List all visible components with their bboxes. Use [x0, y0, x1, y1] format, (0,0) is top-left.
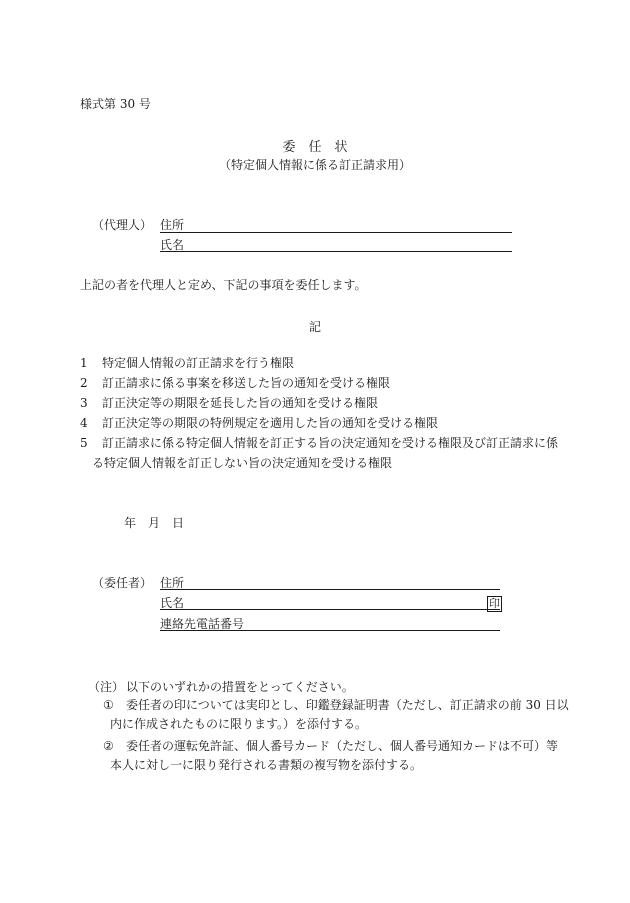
document-subtitle: （特定個人情報に係る訂正請求用）	[218, 158, 411, 172]
note-text: 委任者の印については実印とし、印鑑登録証明書（ただし、訂正請求の前 30 日以	[126, 698, 569, 712]
note-text: 委任者の運転免許証、個人番号カード（ただし、個人番号通知カードは不可）等	[126, 739, 559, 753]
note-mark: ①	[103, 698, 114, 712]
document-title: 委 任 状	[282, 140, 348, 155]
principal-phone-label: 連絡先電話番号	[160, 617, 245, 631]
agent-name-label: 氏名	[160, 238, 185, 252]
agent-address-label: 住所	[160, 218, 185, 232]
agent-label: （代理人）	[92, 218, 153, 232]
note-text-continuation: 内に作成されたものに限ります。）を添付する。	[110, 717, 368, 731]
list-item-continuation: る特定個人情報を訂正しない旨の決定通知を受ける権限	[92, 456, 393, 470]
ki-heading: 記	[308, 320, 321, 334]
seal-mark: 印	[489, 597, 500, 610]
principal-address-label: 住所	[160, 576, 185, 590]
agent-name-field[interactable]	[160, 251, 512, 252]
principal-label: （委任者）	[92, 576, 153, 590]
list-item: 1 特定個人情報の訂正請求を行う権限	[80, 356, 295, 370]
principal-name-field[interactable]	[160, 609, 500, 610]
principal-name-label: 氏名	[160, 596, 185, 610]
form-number: 様式第 30 号	[80, 97, 151, 111]
principal-phone-field[interactable]	[160, 630, 500, 631]
list-item: 4 訂正決定等の期限の特例規定を適用した旨の通知を受ける権限	[80, 416, 439, 430]
note-text-continuation: 本人に対し一に限り発行される書類の複写物を添付する。	[110, 758, 423, 772]
list-item: 2 訂正請求に係る事案を移送した旨の通知を受ける権限	[80, 376, 391, 390]
note-label: （注）	[88, 680, 125, 694]
list-item: 5 訂正請求に係る特定個人情報を訂正する旨の決定通知を受ける権限及び訂正請求に係	[80, 436, 559, 450]
agent-address-field[interactable]	[160, 232, 512, 233]
list-item: 3 訂正決定等の期限を延長した旨の通知を受ける権限	[80, 396, 379, 410]
note-intro: 以下のいずれかの措置をとってください。	[126, 680, 354, 694]
date-line: 年 月 日	[124, 516, 185, 530]
note-mark: ②	[103, 739, 114, 753]
principal-address-field[interactable]	[160, 589, 500, 590]
delegation-statement: 上記の者を代理人と定め、下記の事項を委任します。	[80, 278, 367, 292]
